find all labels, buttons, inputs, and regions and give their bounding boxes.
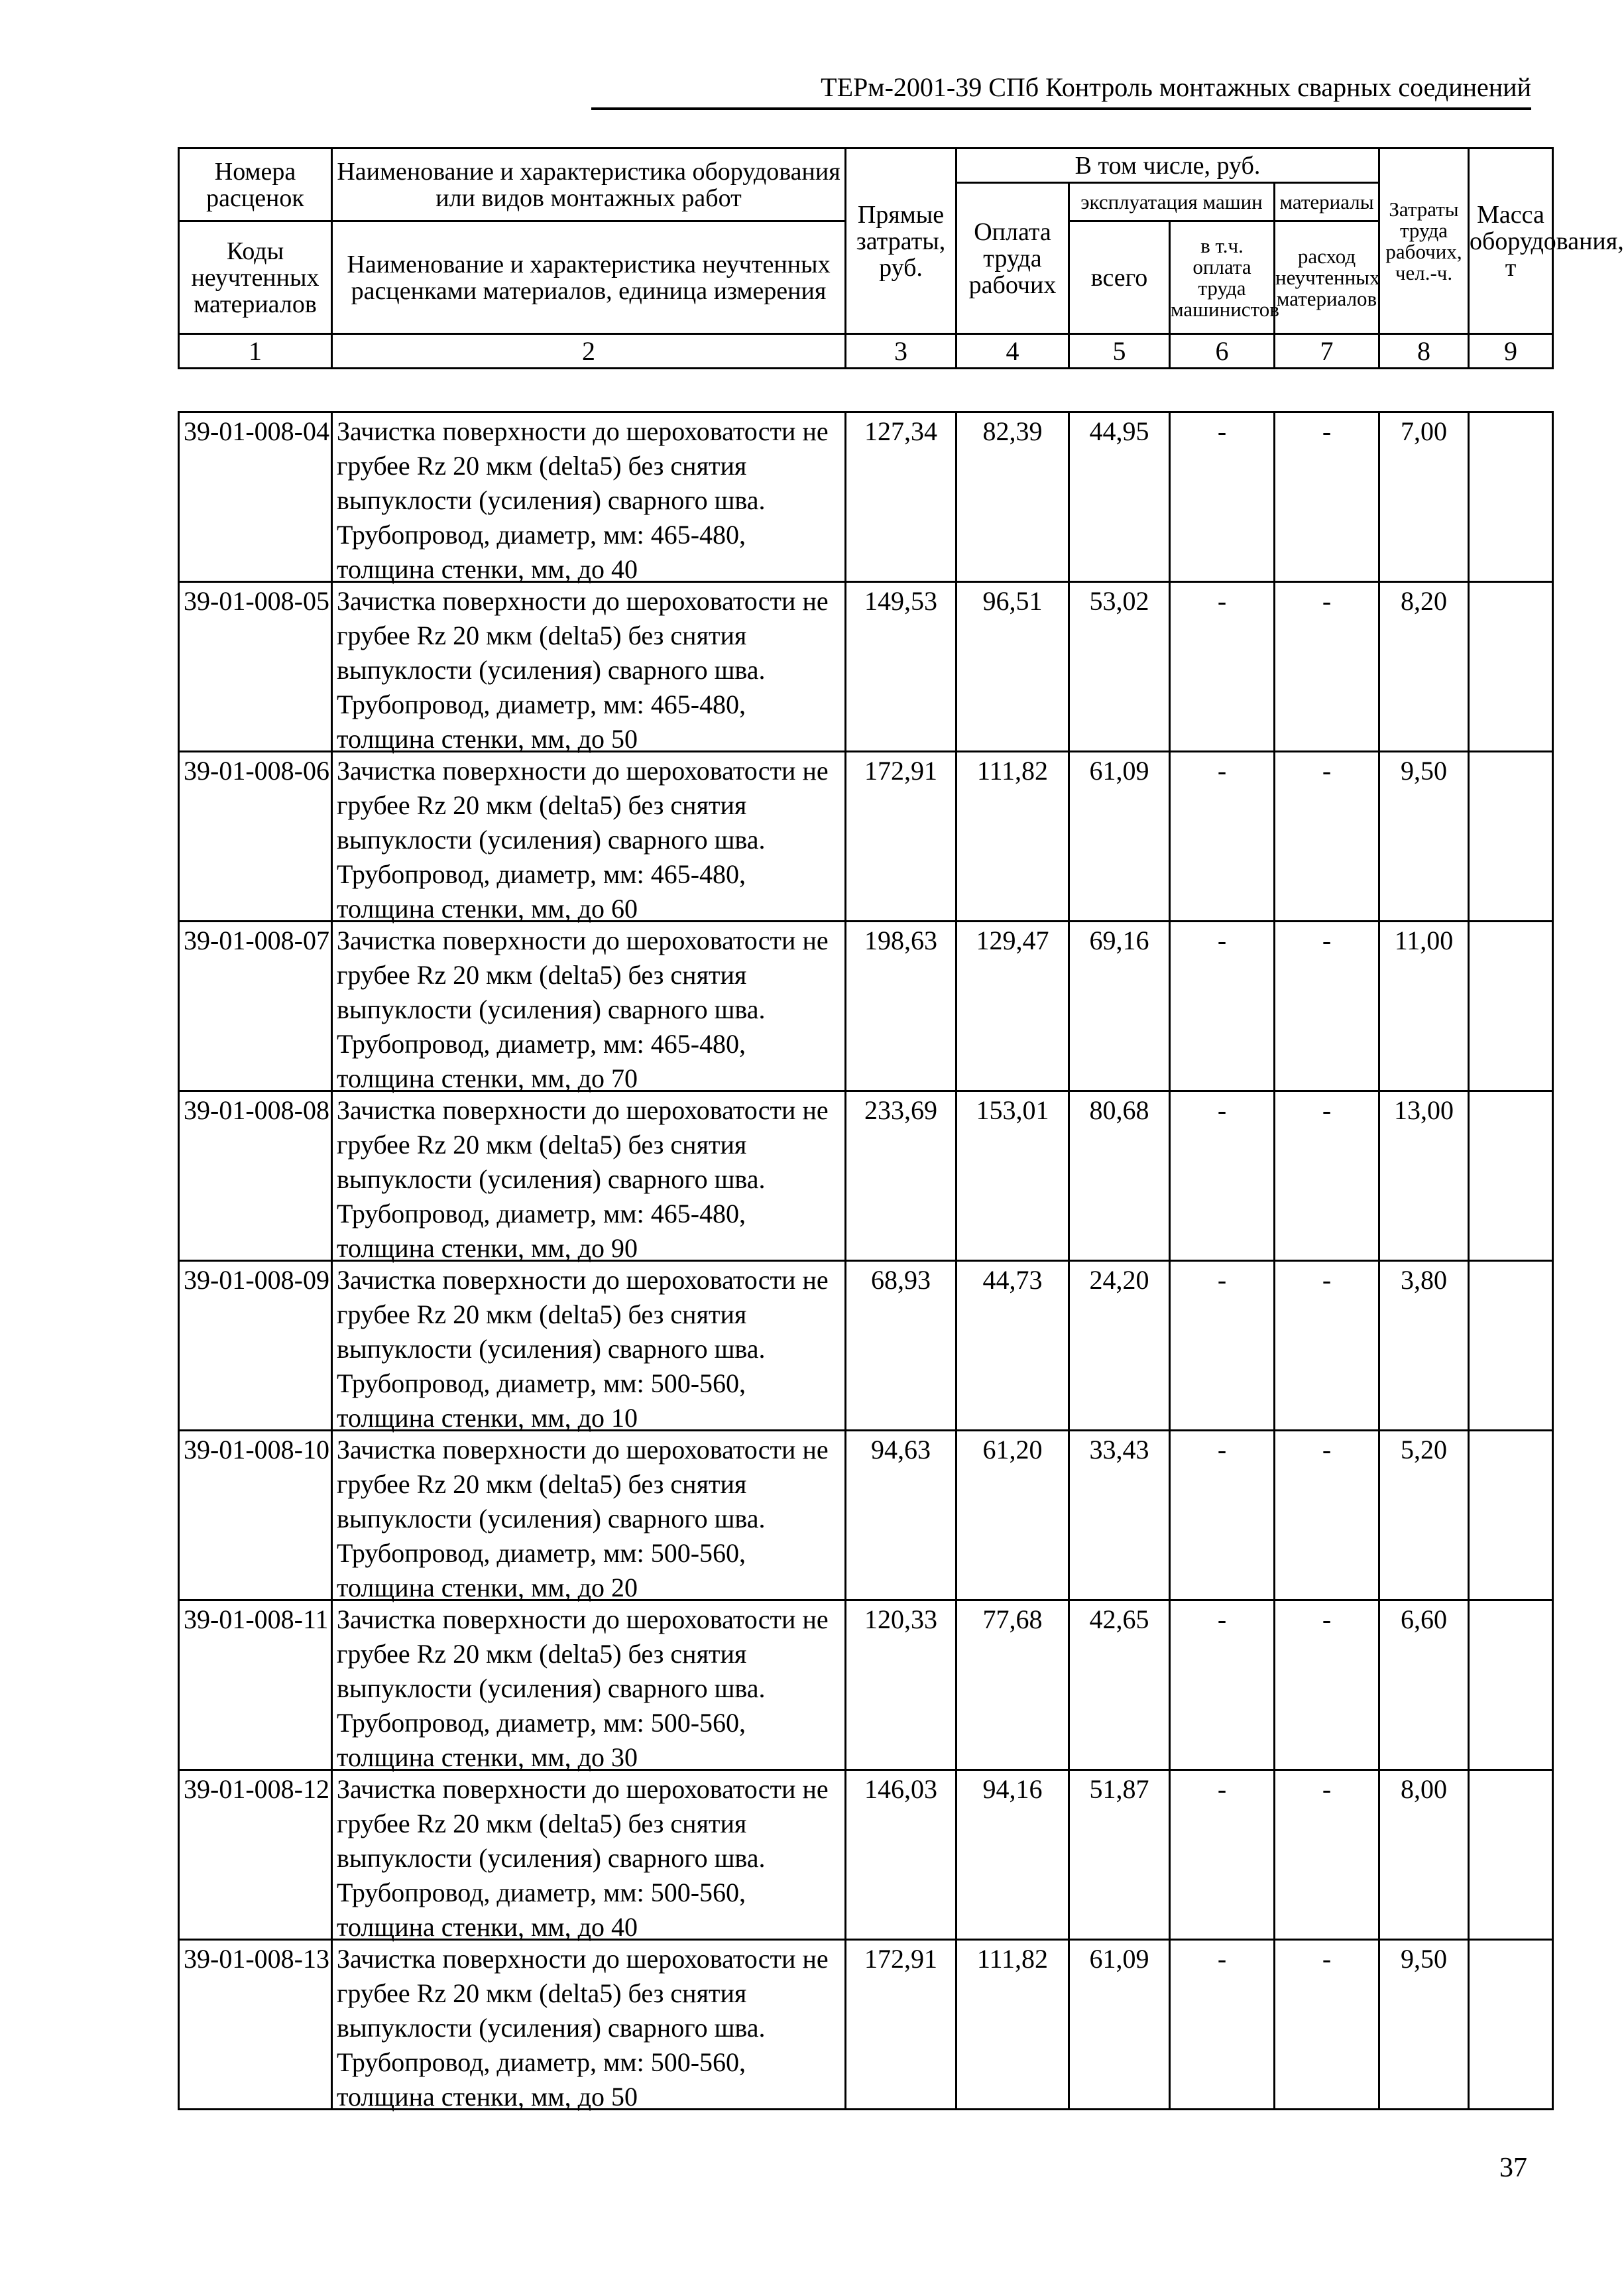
header-direct-costs: Прямые затраты, руб. bbox=[846, 149, 957, 334]
row-materials: - bbox=[1275, 922, 1379, 1091]
row-machinist-pay: - bbox=[1170, 1770, 1275, 1940]
row-labor-pay: 111,82 bbox=[957, 752, 1069, 922]
row-description bbox=[332, 1600, 846, 1770]
row-machinist-pay: - bbox=[1170, 752, 1275, 922]
title-rule bbox=[591, 107, 1531, 110]
row-description-text: Зачистка поверхности до шероховатости не грубее Rz 20 мкм (delta5) без снятия выпуклости (усиления) сварного шва. Трубопровод, диаметр, мм: 500-560, толщина стенки, мм, до 30 bbox=[337, 1604, 829, 1772]
row-labor-hours: 3,80 bbox=[1379, 1261, 1469, 1431]
row-description-text: Зачистка поверхности до шероховатости не грубее Rz 20 мкм (delta5) без снятия выпуклости (усиления) сварного шва. Трубопровод, диаметр, мм: 465-480, толщина стенки, мм, до 50 bbox=[337, 586, 829, 754]
row-equipment-mass bbox=[1469, 412, 1553, 582]
column-number: 2 bbox=[332, 334, 846, 369]
row-description-text: Зачистка поверхности до шероховатости не грубее Rz 20 мкм (delta5) без снятия выпуклости (усиления) сварного шва. Трубопровод, диаметр, мм: 500-560, толщина стенки, мм, до 10 bbox=[337, 1265, 829, 1433]
row-description bbox=[332, 1431, 846, 1600]
row-materials: - bbox=[1275, 582, 1379, 752]
page-number: 37 bbox=[1499, 2153, 1527, 2183]
table-row bbox=[179, 1091, 1553, 1261]
header-materials: материалы bbox=[1275, 183, 1379, 221]
table-row bbox=[179, 1431, 1553, 1600]
row-machine-operation: 44,95 bbox=[1069, 412, 1170, 582]
row-description bbox=[332, 582, 846, 752]
row-machine-operation: 53,02 bbox=[1069, 582, 1170, 752]
row-description bbox=[332, 752, 846, 922]
row-labor-hours: 9,50 bbox=[1379, 1940, 1469, 2110]
row-description bbox=[332, 412, 846, 582]
row-direct-costs: 198,63 bbox=[846, 922, 957, 1091]
header-material-codes: Коды неучтенных материалов bbox=[179, 221, 332, 334]
row-labor-pay: 61,20 bbox=[957, 1431, 1069, 1600]
table-row bbox=[179, 922, 1553, 1091]
row-machinist-pay: - bbox=[1170, 582, 1275, 752]
row-machine-operation: 24,20 bbox=[1069, 1261, 1170, 1431]
column-number: 4 bbox=[957, 334, 1069, 369]
header-labor-costs: Затраты труда рабочих, чел.-ч. bbox=[1379, 149, 1469, 334]
header-machinist-pay: в т.ч. оплата труда машинистов bbox=[1170, 221, 1275, 334]
row-labor-hours: 8,00 bbox=[1379, 1770, 1469, 1940]
row-description bbox=[332, 1261, 846, 1431]
row-equipment-mass bbox=[1469, 1261, 1553, 1431]
row-machinist-pay: - bbox=[1170, 1940, 1275, 2110]
row-labor-hours: 6,60 bbox=[1379, 1600, 1469, 1770]
row-equipment-mass bbox=[1469, 1431, 1553, 1600]
row-direct-costs: 127,34 bbox=[846, 412, 957, 582]
row-labor-pay: 44,73 bbox=[957, 1261, 1069, 1431]
table-row bbox=[179, 1261, 1553, 1431]
header-rate-numbers: Номера расценок bbox=[179, 149, 332, 221]
row-direct-costs: 68,93 bbox=[846, 1261, 957, 1431]
column-number: 1 bbox=[179, 334, 332, 369]
column-number: 7 bbox=[1275, 334, 1379, 369]
table-row bbox=[179, 582, 1553, 752]
row-direct-costs: 120,33 bbox=[846, 1600, 957, 1770]
row-labor-pay: 96,51 bbox=[957, 582, 1069, 752]
table-header bbox=[178, 147, 1624, 369]
row-description-text: Зачистка поверхности до шероховатости не грубее Rz 20 мкм (delta5) без снятия выпуклости (усиления) сварного шва. Трубопровод, диаметр, мм: 500-560, толщина стенки, мм, до 20 bbox=[337, 1435, 829, 1602]
row-equipment-mass bbox=[1469, 1770, 1553, 1940]
row-labor-hours: 7,00 bbox=[1379, 412, 1469, 582]
row-description-text: Зачистка поверхности до шероховатости не грубее Rz 20 мкм (delta5) без снятия выпуклости (усиления) сварного шва. Трубопровод, диаметр, мм: 465-480, толщина стенки, мм, до 40 bbox=[337, 416, 829, 584]
row-description-text: Зачистка поверхности до шероховатости не грубее Rz 20 мкм (delta5) без снятия выпуклости (усиления) сварного шва. Трубопровод, диаметр, мм: 500-560, толщина стенки, мм, до 40 bbox=[337, 1774, 829, 1942]
row-materials: - bbox=[1275, 1261, 1379, 1431]
row-machine-operation: 61,09 bbox=[1069, 1940, 1170, 2110]
column-number: 9 bbox=[1469, 334, 1553, 369]
row-description bbox=[332, 1770, 846, 1940]
row-machinist-pay: - bbox=[1170, 1261, 1275, 1431]
row-materials: - bbox=[1275, 752, 1379, 922]
header-work-description: Наименование и характеристика оборудования или видов монтажных работ bbox=[332, 149, 846, 221]
row-machinist-pay: - bbox=[1170, 1600, 1275, 1770]
row-machinist-pay: - bbox=[1170, 412, 1275, 582]
row-labor-pay: 129,47 bbox=[957, 922, 1069, 1091]
row-materials: - bbox=[1275, 1431, 1379, 1600]
table-row bbox=[179, 412, 1553, 582]
row-direct-costs: 233,69 bbox=[846, 1091, 957, 1261]
row-machine-operation: 51,87 bbox=[1069, 1770, 1170, 1940]
row-materials: - bbox=[1275, 1940, 1379, 2110]
column-number-row bbox=[179, 334, 1553, 369]
row-code: 39-01-008-08 bbox=[179, 1091, 332, 1261]
row-materials: - bbox=[1275, 412, 1379, 582]
row-description-text: Зачистка поверхности до шероховатости не грубее Rz 20 мкм (delta5) без снятия выпуклости (усиления) сварного шва. Трубопровод, диаметр, мм: 500-560, толщина стенки, мм, до 50 bbox=[337, 1944, 829, 2112]
header-labor-pay: Оплата труда рабочих bbox=[957, 183, 1069, 334]
row-machinist-pay: - bbox=[1170, 1091, 1275, 1261]
table-row bbox=[179, 1770, 1553, 1940]
row-labor-pay: 82,39 bbox=[957, 412, 1069, 582]
row-materials: - bbox=[1275, 1600, 1379, 1770]
row-code: 39-01-008-10 bbox=[179, 1431, 332, 1600]
row-direct-costs: 94,63 bbox=[846, 1431, 957, 1600]
row-machine-operation: 61,09 bbox=[1069, 752, 1170, 922]
row-description bbox=[332, 922, 846, 1091]
row-direct-costs: 149,53 bbox=[846, 582, 957, 752]
row-equipment-mass bbox=[1469, 1600, 1553, 1770]
header-equipment-mass: Масса оборудования, т bbox=[1469, 149, 1553, 334]
column-number: 8 bbox=[1379, 334, 1469, 369]
row-machine-operation: 33,43 bbox=[1069, 1431, 1170, 1600]
row-description-text: Зачистка поверхности до шероховатости не грубее Rz 20 мкм (delta5) без снятия выпуклости (усиления) сварного шва. Трубопровод, диаметр, мм: 465-480, толщина стенки, мм, до 60 bbox=[337, 756, 829, 924]
row-description bbox=[332, 1091, 846, 1261]
running-title: ТЕРм-2001-39 СПб Контроль монтажных сварных соединений bbox=[821, 72, 1531, 102]
column-number: 5 bbox=[1069, 334, 1170, 369]
row-machine-operation: 80,68 bbox=[1069, 1091, 1170, 1261]
row-equipment-mass bbox=[1469, 1091, 1553, 1261]
row-materials: - bbox=[1275, 1091, 1379, 1261]
column-number: 6 bbox=[1170, 334, 1275, 369]
row-machine-operation: 42,65 bbox=[1069, 1600, 1170, 1770]
row-description-text: Зачистка поверхности до шероховатости не грубее Rz 20 мкм (delta5) без снятия выпуклости (усиления) сварного шва. Трубопровод, диаметр, мм: 465-480, толщина стенки, мм, до 70 bbox=[337, 926, 829, 1093]
row-direct-costs: 146,03 bbox=[846, 1770, 957, 1940]
row-equipment-mass bbox=[1469, 1940, 1553, 2110]
row-labor-hours: 8,20 bbox=[1379, 582, 1469, 752]
row-code: 39-01-008-09 bbox=[179, 1261, 332, 1431]
row-description bbox=[332, 1940, 846, 2110]
row-equipment-mass bbox=[1469, 752, 1553, 922]
row-machine-operation: 69,16 bbox=[1069, 922, 1170, 1091]
rates-table bbox=[178, 411, 1554, 2110]
row-labor-hours: 11,00 bbox=[1379, 922, 1469, 1091]
header-machines-total: всего bbox=[1069, 221, 1170, 334]
row-code: 39-01-008-07 bbox=[179, 922, 332, 1091]
table-row bbox=[179, 1940, 1553, 2110]
row-code: 39-01-008-13 bbox=[179, 1940, 332, 2110]
row-description-text: Зачистка поверхности до шероховатости не грубее Rz 20 мкм (delta5) без снятия выпуклости (усиления) сварного шва. Трубопровод, диаметр, мм: 465-480, толщина стенки, мм, до 90 bbox=[337, 1095, 829, 1263]
row-code: 39-01-008-12 bbox=[179, 1770, 332, 1940]
row-labor-hours: 9,50 bbox=[1379, 752, 1469, 922]
row-direct-costs: 172,91 bbox=[846, 752, 957, 922]
header-including: В том числе, руб. bbox=[957, 149, 1379, 183]
row-code: 39-01-008-11 bbox=[179, 1600, 332, 1770]
table-row bbox=[179, 1600, 1553, 1770]
header-unaccounted-materials: расход неучтенных материалов bbox=[1275, 221, 1379, 334]
table-row bbox=[179, 752, 1553, 922]
header-machine-operation: эксплуатация машин bbox=[1069, 183, 1275, 221]
row-machinist-pay: - bbox=[1170, 922, 1275, 1091]
row-code: 39-01-008-06 bbox=[179, 752, 332, 922]
row-labor-pay: 94,16 bbox=[957, 1770, 1069, 1940]
row-machinist-pay: - bbox=[1170, 1431, 1275, 1600]
row-equipment-mass bbox=[1469, 922, 1553, 1091]
row-labor-pay: 153,01 bbox=[957, 1091, 1069, 1261]
row-direct-costs: 172,91 bbox=[846, 1940, 957, 2110]
row-labor-pay: 77,68 bbox=[957, 1600, 1069, 1770]
row-code: 39-01-008-04 bbox=[179, 412, 332, 582]
row-materials: - bbox=[1275, 1770, 1379, 1940]
row-equipment-mass bbox=[1469, 582, 1553, 752]
column-number: 3 bbox=[846, 334, 957, 369]
row-code: 39-01-008-05 bbox=[179, 582, 332, 752]
header-material-description: Наименование и характеристика неучтенных расценками материалов, единица измерения bbox=[332, 221, 846, 334]
row-labor-pay: 111,82 bbox=[957, 1940, 1069, 2110]
row-labor-hours: 13,00 bbox=[1379, 1091, 1469, 1261]
row-labor-hours: 5,20 bbox=[1379, 1431, 1469, 1600]
